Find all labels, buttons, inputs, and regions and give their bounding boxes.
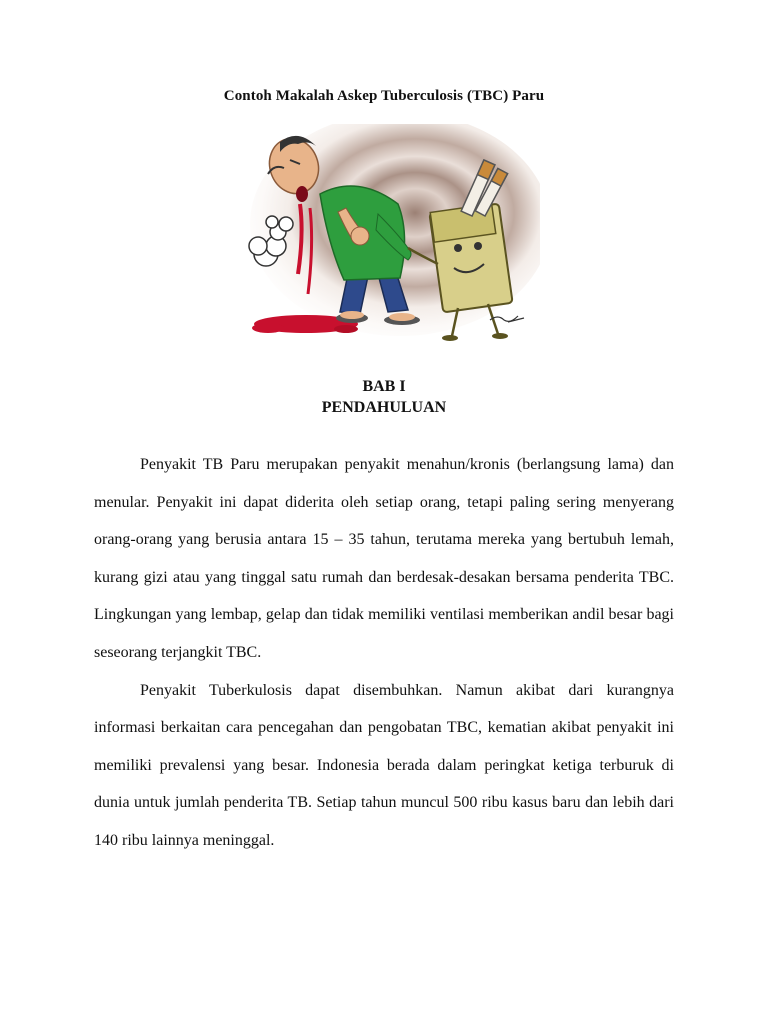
tbc-cartoon-illustration <box>228 124 540 342</box>
paragraph: Penyakit Tuberkulosis dapat disembuhkan. Namun akibat dari kurangnya informasi berkaitan cara pencegahan dan pengobatan TBC, kematian akibat penyakit ini memiliki prevalensi yang besar. Indonesia berada dalam peringkat ketiga terburuk di dunia untuk jumlah penderita TB. Setiap tahun muncul 500 ribu kasus baru dan lebih dari 140 ribu lainnya meninggal. <box>94 681 674 849</box>
cartoon-man-coughing-blood-with-cigarette-pack-icon <box>228 124 540 342</box>
paragraph: Penyakit TB Paru merupakan penyakit menahun/kronis (berlangsung lama) dan menular. Penyakit ini dapat diderita oleh setiap orang, tetapi paling sering menyerang orang-orang yang berusia antara 15 – 35 tahun, terutama mereka yang bertubuh lemah, kurang gizi atau yang tinggal satu rumah dan berdesak-desakan bersama penderita TBC. Lingkungan yang lembap, gelap dan tidak memiliki ventilasi memberikan andil besar bagi seseorang terjangkit TBC. <box>94 456 674 661</box>
chapter-heading <box>0 376 768 418</box>
chapter-title: PENDAHULUAN <box>321 399 447 416</box>
document-title: Contoh Makalah Askep Tuberculosis (TBC) Paru <box>223 88 545 104</box>
body-text <box>94 446 674 860</box>
chapter-number: BAB I <box>362 378 406 395</box>
